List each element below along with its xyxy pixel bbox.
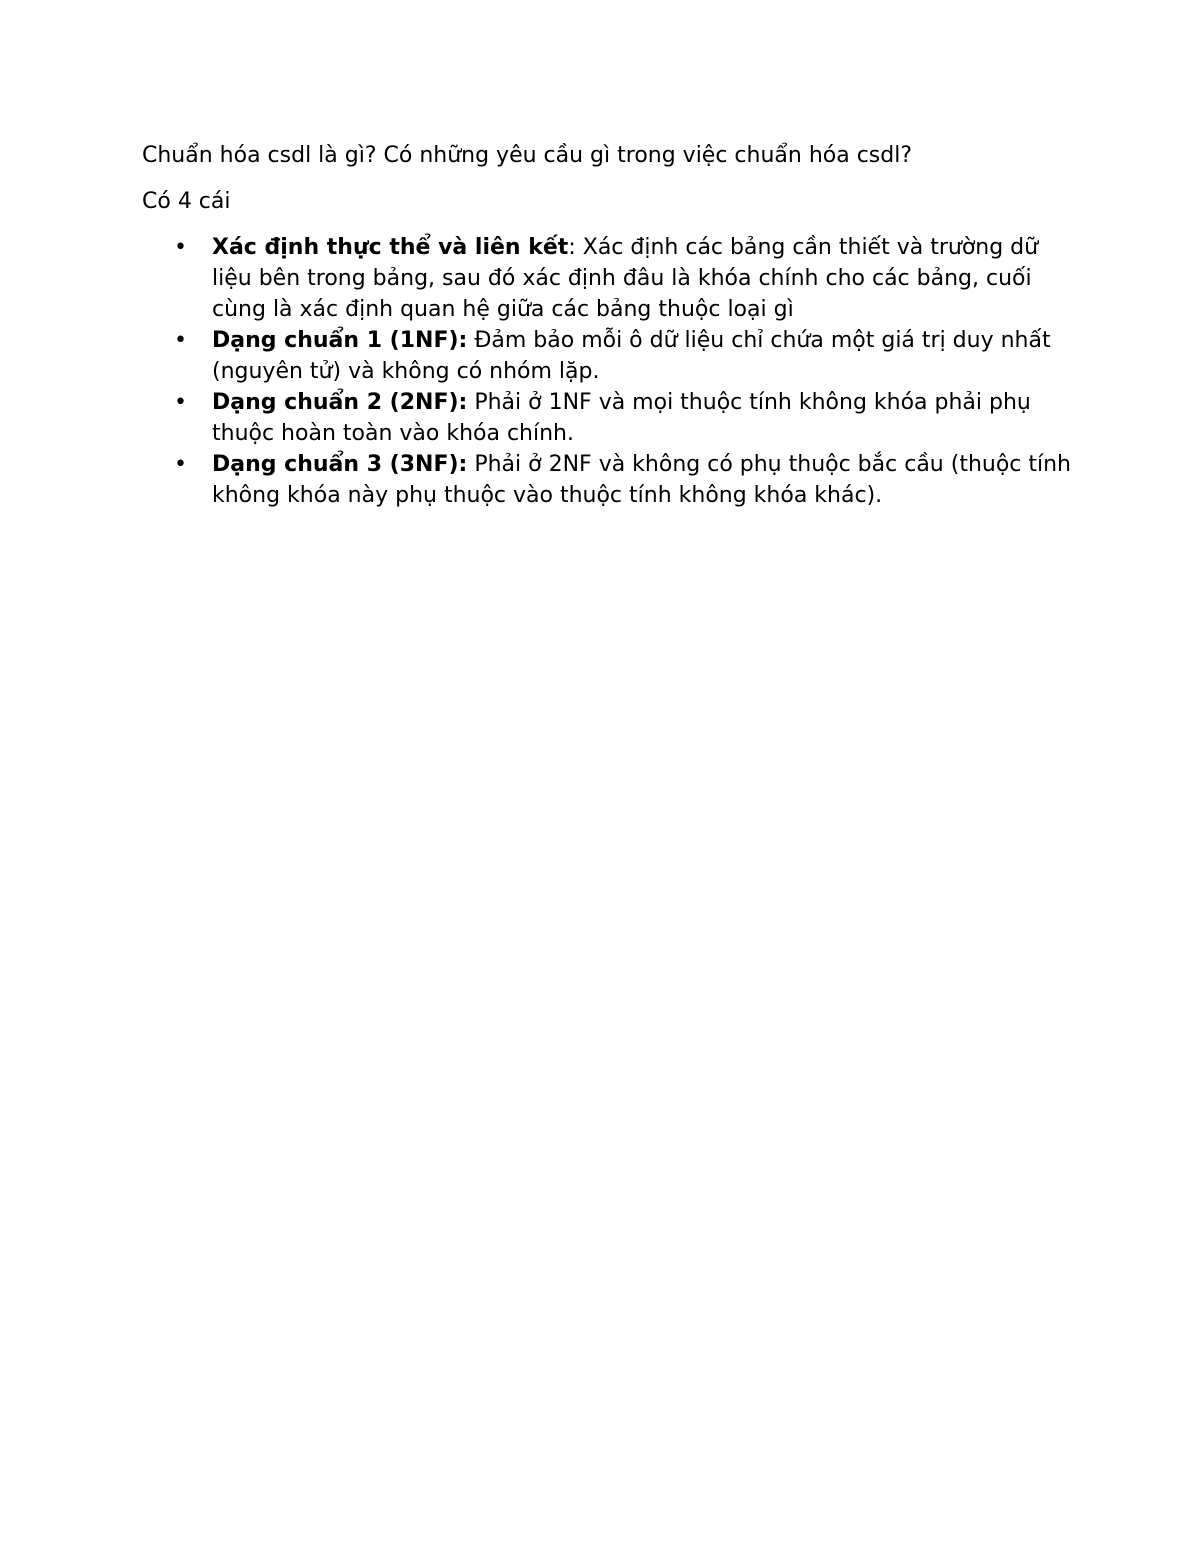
item-text: Đảm bảo mỗi ô dữ liệu chỉ chứa một giá trị duy nhất (nguyên tử) và không có nhóm lặp. — [212, 328, 1051, 384]
item-term: Xác định thực thể và liên kết — [212, 235, 569, 260]
item-text: Phải ở 2NF và không có phụ thuộc bắc cầu (thuộc tính không khóa này phụ thuộc vào thuộc tính không khóa khác). — [212, 452, 1072, 508]
requirements-list — [142, 232, 1072, 511]
item-text: Xác định các bảng cần thiết và trường dữ liệu bên trong bảng, sau đó xác định đâu là khóa chính cho các bảng, cuối cùng là xác định quan hệ giữa các bảng thuộc loại gì — [212, 235, 1039, 322]
document-page — [142, 140, 1072, 511]
list-item — [174, 387, 1072, 449]
item-term: Dạng chuẩn 3 (3NF): — [212, 452, 468, 477]
list-item — [174, 232, 1072, 325]
item-separator: : — [568, 235, 576, 260]
list-item — [174, 449, 1072, 511]
bullet-icon: • — [174, 452, 187, 477]
item-term: Dạng chuẩn 1 (1NF): — [212, 328, 468, 353]
item-text: Phải ở 1NF và mọi thuộc tính không khóa phải phụ thuộc hoàn toàn vào khóa chính. — [212, 390, 1031, 446]
answer-intro: Có 4 cái — [142, 189, 231, 214]
bullet-icon: • — [174, 328, 187, 353]
item-term: Dạng chuẩn 2 (2NF): — [212, 390, 468, 415]
list-item — [174, 325, 1072, 387]
bullet-icon: • — [174, 235, 187, 260]
question-text: Chuẩn hóa csdl là gì? Có những yêu cầu gì trong việc chuẩn hóa csdl? — [142, 143, 913, 168]
bullet-icon: • — [174, 390, 187, 415]
